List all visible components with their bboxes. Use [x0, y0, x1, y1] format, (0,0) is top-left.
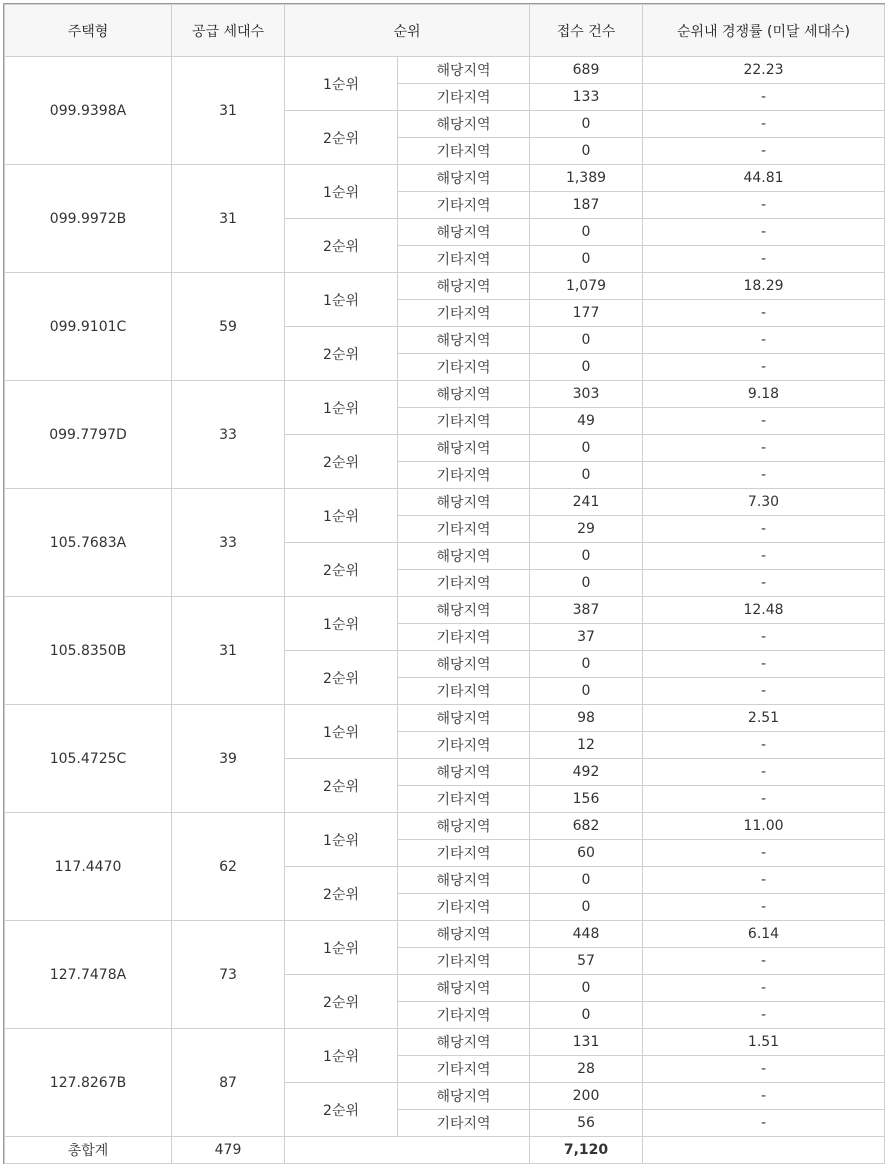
rank-label: 1순위	[285, 381, 398, 435]
competition-rate: -	[643, 678, 885, 705]
competition-rate: -	[643, 1056, 885, 1083]
table-row	[5, 165, 885, 192]
supply-count: 31	[172, 597, 285, 705]
competition-rate: -	[643, 462, 885, 489]
area-label: 기타지역	[398, 1056, 530, 1083]
table-row	[5, 489, 885, 516]
application-count: 303	[530, 381, 643, 408]
application-count: 0	[530, 975, 643, 1002]
competition-rate: -	[643, 435, 885, 462]
application-count: 0	[530, 462, 643, 489]
table-row	[5, 381, 885, 408]
competition-rate: -	[643, 300, 885, 327]
area-label: 해당지역	[398, 381, 530, 408]
header-supply: 공급 세대수	[172, 5, 285, 57]
area-label: 기타지역	[398, 354, 530, 381]
housing-type: 127.7478A	[5, 921, 172, 1029]
competition-rate: -	[643, 1110, 885, 1137]
rank-label: 1순위	[285, 489, 398, 543]
table-row	[5, 705, 885, 732]
application-count: 57	[530, 948, 643, 975]
application-count: 0	[530, 543, 643, 570]
housing-type: 105.7683A	[5, 489, 172, 597]
application-count: 28	[530, 1056, 643, 1083]
supply-count: 59	[172, 273, 285, 381]
competition-rate: 9.18	[643, 381, 885, 408]
area-label: 해당지역	[398, 975, 530, 1002]
application-count: 200	[530, 1083, 643, 1110]
supply-count: 39	[172, 705, 285, 813]
supply-count: 62	[172, 813, 285, 921]
supply-count: 73	[172, 921, 285, 1029]
application-count: 0	[530, 1002, 643, 1029]
area-label: 해당지역	[398, 327, 530, 354]
rank-label: 2순위	[285, 219, 398, 273]
competition-rate: -	[643, 246, 885, 273]
application-count: 131	[530, 1029, 643, 1056]
competition-rate: 1.51	[643, 1029, 885, 1056]
area-label: 해당지역	[398, 219, 530, 246]
application-count: 0	[530, 111, 643, 138]
area-label: 기타지역	[398, 246, 530, 273]
competition-rate: -	[643, 975, 885, 1002]
competition-rate: 44.81	[643, 165, 885, 192]
area-label: 해당지역	[398, 651, 530, 678]
application-count: 0	[530, 570, 643, 597]
area-label: 기타지역	[398, 1110, 530, 1137]
competition-rate: -	[643, 732, 885, 759]
area-label: 기타지역	[398, 624, 530, 651]
header-rank: 순위	[285, 5, 530, 57]
area-label: 해당지역	[398, 759, 530, 786]
area-label: 해당지역	[398, 813, 530, 840]
application-count: 689	[530, 57, 643, 84]
area-label: 기타지역	[398, 786, 530, 813]
area-label: 기타지역	[398, 732, 530, 759]
application-count: 0	[530, 219, 643, 246]
application-count: 0	[530, 327, 643, 354]
table-header-row	[5, 5, 885, 57]
header-competition: 순위내 경쟁률 (미달 세대수)	[643, 5, 885, 57]
area-label: 기타지역	[398, 84, 530, 111]
competition-rate: -	[643, 111, 885, 138]
housing-type: 099.9101C	[5, 273, 172, 381]
application-count: 0	[530, 138, 643, 165]
area-label: 해당지역	[398, 165, 530, 192]
competition-rate: -	[643, 192, 885, 219]
competition-rate: -	[643, 543, 885, 570]
header-applications: 접수 건수	[530, 5, 643, 57]
competition-rate: 2.51	[643, 705, 885, 732]
area-label: 기타지역	[398, 300, 530, 327]
housing-type: 099.9398A	[5, 57, 172, 165]
application-count: 0	[530, 354, 643, 381]
application-count: 133	[530, 84, 643, 111]
rank-label: 1순위	[285, 921, 398, 975]
area-label: 해당지역	[398, 543, 530, 570]
rank-label: 2순위	[285, 1083, 398, 1137]
rank-label: 2순위	[285, 543, 398, 597]
total-rank-empty	[285, 1137, 530, 1164]
competition-rate: -	[643, 570, 885, 597]
competition-rate: -	[643, 84, 885, 111]
application-count: 98	[530, 705, 643, 732]
competition-rate: 6.14	[643, 921, 885, 948]
area-label: 해당지역	[398, 921, 530, 948]
table-row	[5, 1029, 885, 1056]
supply-count: 33	[172, 381, 285, 489]
application-count: 12	[530, 732, 643, 759]
competition-rate: -	[643, 759, 885, 786]
total-row	[5, 1137, 885, 1164]
application-count: 241	[530, 489, 643, 516]
application-count: 0	[530, 651, 643, 678]
competition-rate: -	[643, 1083, 885, 1110]
area-label: 기타지역	[398, 462, 530, 489]
table-row	[5, 273, 885, 300]
table-row	[5, 57, 885, 84]
area-label: 해당지역	[398, 57, 530, 84]
competition-rate: -	[643, 840, 885, 867]
housing-type: 127.8267B	[5, 1029, 172, 1137]
area-label: 해당지역	[398, 111, 530, 138]
application-count: 492	[530, 759, 643, 786]
area-label: 해당지역	[398, 597, 530, 624]
competition-rate: -	[643, 1002, 885, 1029]
application-count: 0	[530, 867, 643, 894]
area-label: 해당지역	[398, 435, 530, 462]
housing-type: 105.4725C	[5, 705, 172, 813]
area-label: 기타지역	[398, 948, 530, 975]
application-count: 1,389	[530, 165, 643, 192]
application-count: 56	[530, 1110, 643, 1137]
supply-count: 31	[172, 165, 285, 273]
competition-rate: -	[643, 786, 885, 813]
application-count: 682	[530, 813, 643, 840]
area-label: 기타지역	[398, 894, 530, 921]
application-count: 60	[530, 840, 643, 867]
rank-label: 2순위	[285, 327, 398, 381]
competition-rate: -	[643, 219, 885, 246]
total-competition-empty	[643, 1137, 885, 1164]
competition-rate: -	[643, 327, 885, 354]
area-label: 해당지역	[398, 867, 530, 894]
application-count: 156	[530, 786, 643, 813]
rank-label: 1순위	[285, 57, 398, 111]
application-count: 1,079	[530, 273, 643, 300]
rank-label: 2순위	[285, 111, 398, 165]
competition-rate: -	[643, 408, 885, 435]
rank-label: 1순위	[285, 273, 398, 327]
table-row	[5, 921, 885, 948]
area-label: 해당지역	[398, 1083, 530, 1110]
supply-count: 33	[172, 489, 285, 597]
area-label: 기타지역	[398, 570, 530, 597]
application-count: 0	[530, 435, 643, 462]
competition-rate: -	[643, 948, 885, 975]
application-count: 0	[530, 894, 643, 921]
application-count: 387	[530, 597, 643, 624]
area-label: 기타지역	[398, 1002, 530, 1029]
competition-rate: 11.00	[643, 813, 885, 840]
area-label: 해당지역	[398, 273, 530, 300]
area-label: 해당지역	[398, 705, 530, 732]
total-supply: 479	[172, 1137, 285, 1164]
supply-count: 31	[172, 57, 285, 165]
application-count: 49	[530, 408, 643, 435]
competition-rate: 22.23	[643, 57, 885, 84]
competition-rate: -	[643, 624, 885, 651]
supply-count: 87	[172, 1029, 285, 1137]
housing-type: 117.4470	[5, 813, 172, 921]
housing-type: 105.8350B	[5, 597, 172, 705]
area-label: 기타지역	[398, 840, 530, 867]
competition-rate: -	[643, 516, 885, 543]
rank-label: 2순위	[285, 759, 398, 813]
table-row	[5, 813, 885, 840]
area-label: 해당지역	[398, 489, 530, 516]
application-count: 0	[530, 678, 643, 705]
header-type: 주택형	[5, 5, 172, 57]
area-label: 기타지역	[398, 678, 530, 705]
subscription-results-table	[4, 4, 885, 1164]
rank-label: 1순위	[285, 705, 398, 759]
application-count: 448	[530, 921, 643, 948]
rank-label: 1순위	[285, 1029, 398, 1083]
area-label: 기타지역	[398, 138, 530, 165]
rank-label: 2순위	[285, 435, 398, 489]
competition-rate: -	[643, 138, 885, 165]
housing-type: 099.9972B	[5, 165, 172, 273]
competition-rate: 18.29	[643, 273, 885, 300]
total-label: 총합계	[5, 1137, 172, 1164]
application-count: 0	[530, 246, 643, 273]
rank-label: 1순위	[285, 597, 398, 651]
competition-rate: 7.30	[643, 489, 885, 516]
area-label: 해당지역	[398, 1029, 530, 1056]
rank-label: 1순위	[285, 813, 398, 867]
rank-label: 2순위	[285, 867, 398, 921]
application-count: 29	[530, 516, 643, 543]
area-label: 기타지역	[398, 192, 530, 219]
rank-label: 2순위	[285, 975, 398, 1029]
competition-rate: -	[643, 867, 885, 894]
competition-rate: -	[643, 894, 885, 921]
area-label: 기타지역	[398, 408, 530, 435]
rank-label: 1순위	[285, 165, 398, 219]
application-count: 187	[530, 192, 643, 219]
total-applications: 7,120	[530, 1137, 643, 1164]
housing-type: 099.7797D	[5, 381, 172, 489]
application-count: 177	[530, 300, 643, 327]
rank-label: 2순위	[285, 651, 398, 705]
table-row	[5, 597, 885, 624]
area-label: 기타지역	[398, 516, 530, 543]
competition-rate: -	[643, 651, 885, 678]
competition-rate: 12.48	[643, 597, 885, 624]
competition-rate: -	[643, 354, 885, 381]
application-count: 37	[530, 624, 643, 651]
